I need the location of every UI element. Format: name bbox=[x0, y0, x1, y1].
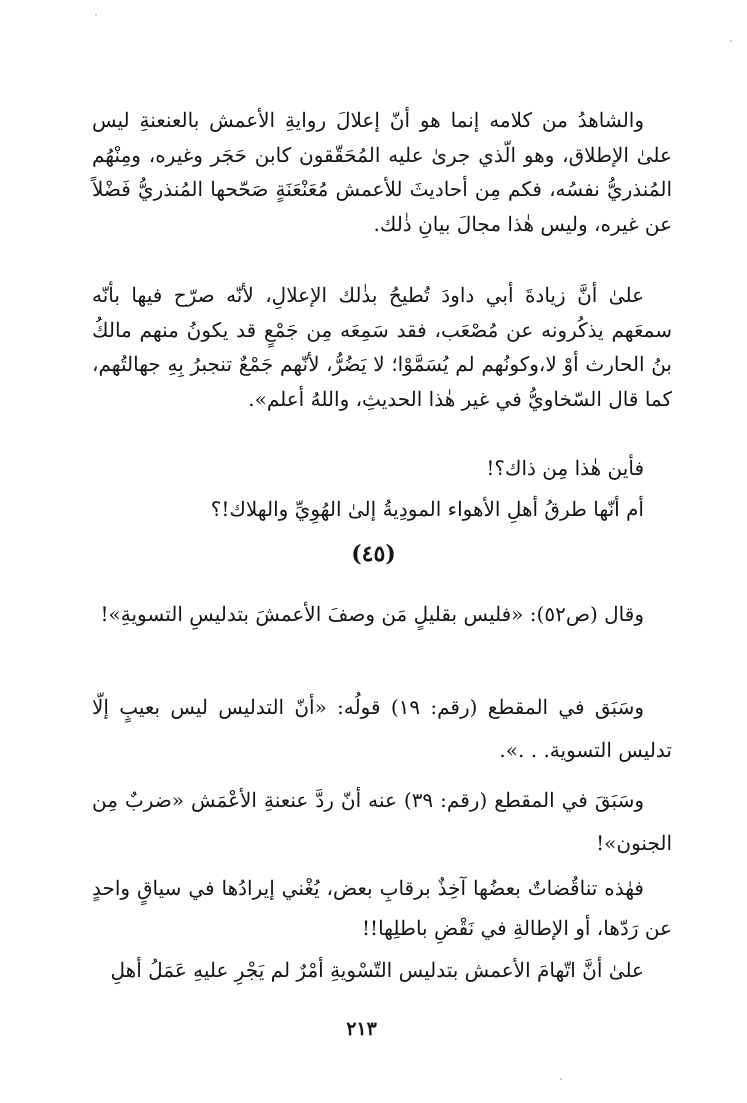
paragraph-3: فأين هٰذا مِن ذاك؟! bbox=[486, 456, 644, 480]
paper-speck bbox=[560, 1078, 562, 1080]
section-heading: (٤٥) bbox=[351, 541, 396, 567]
paragraph-9: علىٰ أنَّ اتّهامَ الأعمش بتدليس التّسْويةِ أمْرٌ لم يَجْرِ عليهِ عَمَلُ أهلِ bbox=[110, 958, 644, 982]
paper-speck bbox=[730, 40, 732, 42]
paragraph-1: والشاهدُ من كلامه إنما هو أنّ إعلالَ روايةِ الأعمش بالعنعنةِ ليس علىٰ الإطلاق، وهو الّذي جرىٰ عليه المُحَقّقون كابن حَجَر وغيره، ومِنْهُم المُنذريُّ نفسُه، فكم مِن أحاديثَ للأعمش مُعَنْعَنَةٍ صَحّحها المُنذريُّ فَضْلاً عن غيره، وليس هٰذا مجالَ بيانِ ذٰلك. bbox=[92, 108, 672, 236]
paragraph-8: فهٰذه تناقُضاتٌ بعضُها آخِذٌ برقابِ بعض، يُغْني إيرادُها في سياقٍ واحدٍ عن رَدّها، أو الإطالةِ في نَقْضِ باطلِها!! bbox=[92, 876, 672, 940]
paper-speck bbox=[95, 14, 97, 16]
paragraph-7: وسَبَقَ في المقطع (رقم: ٣٩) عنه أنّ ردَّ عنعنةِ الأعْمَش «ضربٌ مِن الجنون»! bbox=[92, 788, 672, 855]
paragraph-5: وقال (ص٥٢): «فليس بقليلٍ مَن وصفَ الأعمشَ بتدليسِ التسويةِ»! bbox=[100, 602, 644, 626]
page-number: ٢١٣ bbox=[346, 1018, 377, 1040]
paragraph-4: أم أنّها طرقُ أهلِ الأهواء المودِيةُ إلىٰ الهُوِيِّ والهلاك!؟ bbox=[210, 497, 644, 521]
paragraph-2: علىٰ أنَّ زيادةَ أبي داودَ تُطيحُ بذٰلك الإعلالِ، لأنّه صرّح فيها بأنّه سمعَهم يذكُرونه عن مُصْعَب، فقد سَمِعَه مِن جَمْعٍ قد يكونُ منهم مالكُ بنُ الحارث أوْ لا،وكونُهم لم يُسَمَّوْا؛ لا يَضُرُّ، لأنّهم جَمْعٌ تنجبرُ بِهِ جهالتُهم، كما قال السّخاويُّ في غير هٰذا الحديثِ، واللهُ أعلم». bbox=[92, 283, 672, 411]
paragraph-6: وسَبَق في المقطع (رقم: ١٩) قولُه: «أنّ التدليس ليس بعيبٍ إلّا تدليس التسوية. . .». bbox=[92, 695, 672, 762]
